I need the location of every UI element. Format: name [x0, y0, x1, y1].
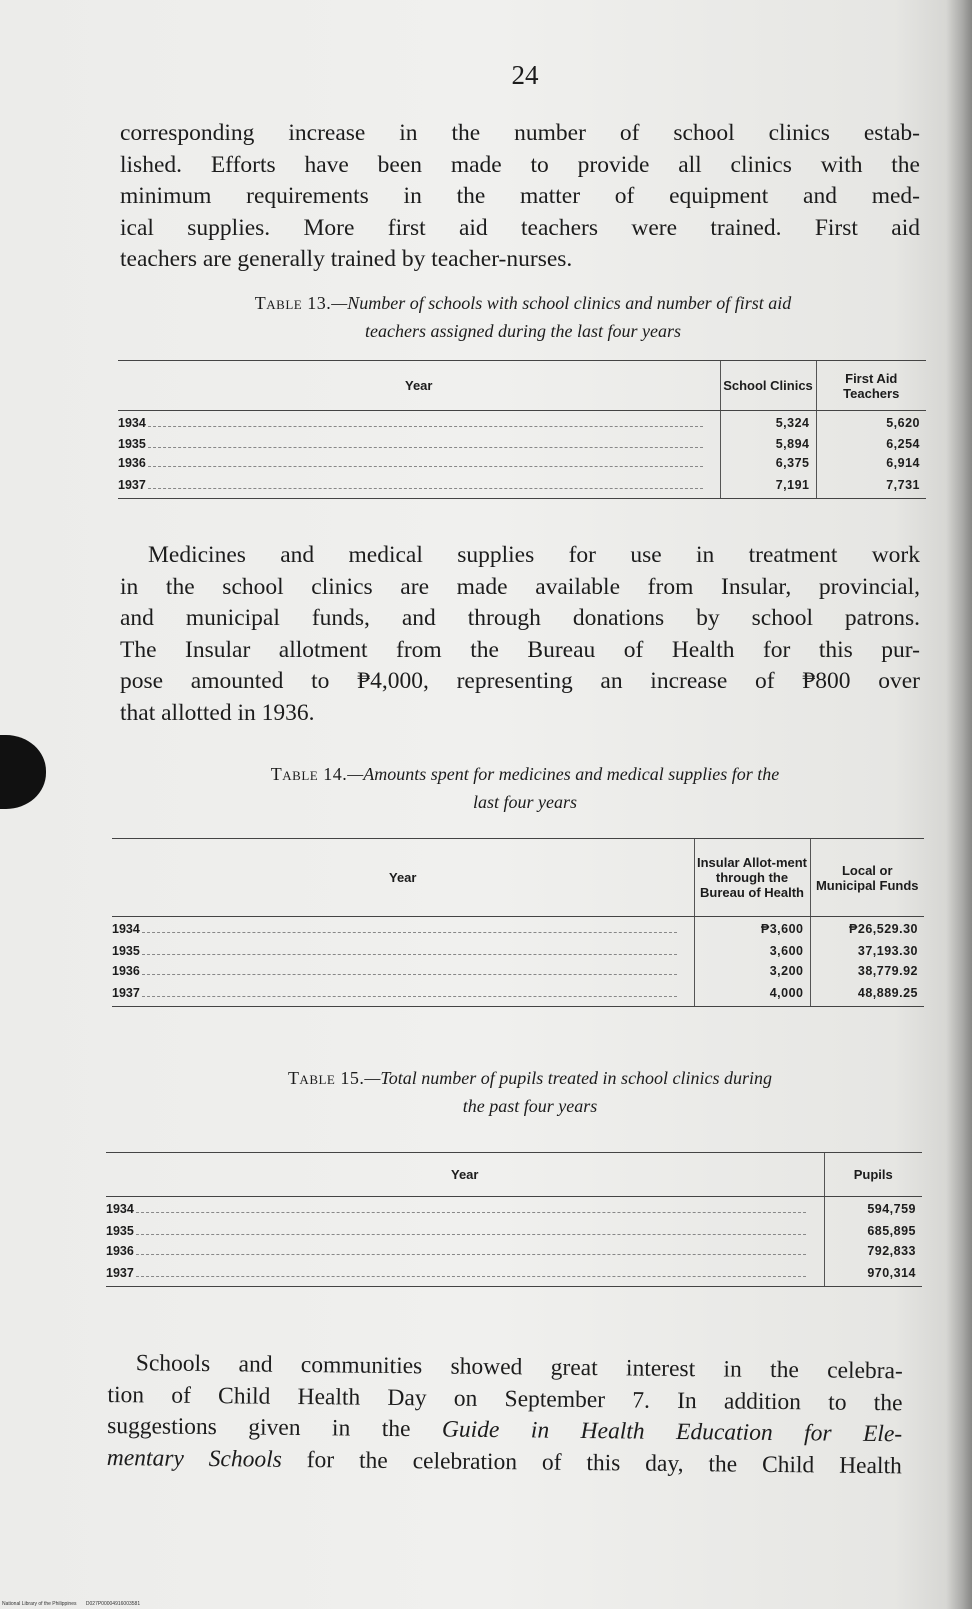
table-row — [106, 1261, 922, 1287]
paragraph-3-text: for the celebration of this day, the Child Health — [281, 1446, 902, 1479]
page-edge-shadow — [946, 0, 972, 1609]
paragraph-3-italic-title: Guide in Health Education for Ele- — [441, 1416, 903, 1448]
table-14-cell-local: 48,889.25 — [810, 981, 924, 1007]
table-15-cell-year: 1937 — [106, 1261, 824, 1287]
scan-footer — [2, 1601, 140, 1607]
table-row — [106, 1241, 922, 1261]
table-15-cell-year: 1936 — [106, 1241, 824, 1261]
table-14-caption-line-2: last four years — [472, 792, 577, 812]
table-14-cell-local: 37,193.30 — [810, 941, 924, 961]
table-15-cell-pupils: 970,314 — [824, 1261, 922, 1287]
table-14-label: Table 14. — [270, 764, 348, 784]
table-15-caption-line-2: the past four years — [462, 1096, 598, 1116]
table-13-cell-clinics: 5,894 — [720, 435, 816, 454]
table-14-cell-year: 1937 — [112, 981, 694, 1007]
paragraph-1-line: teachers are generally trained by teacher-nurses. — [120, 246, 573, 272]
table-row — [106, 1197, 922, 1221]
table-14-header-year: Year — [112, 839, 694, 917]
table-15-header-year: Year — [106, 1153, 824, 1197]
table-14-cell-year: 1935 — [112, 941, 694, 961]
table-13-cell-clinics: 6,375 — [720, 454, 816, 473]
table-14-header-local: Local or Municipal Funds — [810, 839, 924, 917]
table-13-cell-year: 1935 — [118, 435, 720, 454]
table-13-cell-year: 1937 — [118, 473, 720, 499]
table-14-header-insular: Insular Allot-ment through the Bureau of Health — [694, 839, 810, 917]
table-13-cell-teachers: 7,731 — [816, 473, 926, 499]
paragraph-3-text: suggestions given in the — [107, 1412, 443, 1443]
paragraph-2-line: pose amounted to ₱4,000, representing an increase of ₱800 over — [120, 668, 920, 694]
table-15-cell-pupils: 685,895 — [824, 1221, 922, 1241]
table-13-cell-year: 1934 — [118, 411, 720, 435]
paragraph-1-line: ical supplies. More first aid teachers were trained. First aid — [120, 214, 920, 241]
paragraph-1-line: lished. Efforts have been made to provide all clinics with the — [120, 151, 920, 178]
table-row — [118, 435, 926, 454]
paragraph-3-italic-title: mentary Schools — [106, 1444, 282, 1473]
table-15-cell-year: 1934 — [106, 1197, 824, 1221]
table-13-header-year: Year — [118, 361, 720, 411]
footer-library: National Library of the Philippines — [2, 1601, 77, 1607]
table-15-cell-pupils: 594,759 — [824, 1197, 922, 1221]
paragraph-3-text: Schools and communities showed great interest in the celebra- — [135, 1350, 903, 1385]
table-15-header-pupils: Pupils — [824, 1153, 922, 1197]
table-14-cell-local: ₱26,529.30 — [810, 917, 924, 941]
table-13-caption-line-1: —Number of schools with school clinics and number of first aid — [331, 293, 792, 313]
table-13-header-teachers: First Aid Teachers — [816, 361, 926, 411]
paragraph-2-line: and municipal funds, and through donations by school patrons. — [120, 605, 920, 631]
paragraph-3-text: tion of Child Health Day on September 7. In addition to the — [107, 1381, 903, 1416]
table-13-cell-clinics: 5,324 — [720, 411, 816, 435]
table-14-cell-year: 1936 — [112, 961, 694, 981]
scan-blot — [0, 735, 46, 809]
table-13-cell-teachers: 5,620 — [816, 411, 926, 435]
table-14-cell-local: 38,779.92 — [810, 961, 924, 981]
paragraph-2-line: that allotted in 1936. — [120, 699, 315, 726]
table-13-cell-teachers: 6,914 — [816, 454, 926, 473]
table-15-label: Table 15. — [287, 1068, 365, 1088]
paragraph-1-line: minimum requirements in the matter of equipment and med- — [120, 183, 920, 209]
table-row — [106, 1221, 922, 1241]
table-14-cell-insular: 3,200 — [694, 961, 810, 981]
table-15-cell-pupils: 792,833 — [824, 1241, 922, 1261]
table-row — [118, 411, 926, 435]
table-14-cell-insular: ₱3,600 — [694, 917, 810, 941]
paragraph-2 — [120, 540, 920, 729]
table-14-caption — [130, 760, 920, 816]
table-15-caption-line-1: —Total number of pupils treated in school clinics during — [364, 1068, 773, 1088]
table-13-label: Table 13. — [254, 293, 332, 313]
table-13-cell-clinics: 7,191 — [720, 473, 816, 499]
table-row — [112, 961, 924, 981]
table-row — [118, 454, 926, 473]
table-13-caption-line-2: teachers assigned during the last four years — [365, 321, 681, 341]
paragraph-1-line: corresponding increase in the number of school clinics estab- — [120, 120, 920, 146]
table-14-caption-line-1: —Amounts spent for medicines and medical supplies for the — [347, 764, 780, 784]
table-13-cell-teachers: 6,254 — [816, 435, 926, 454]
table-14-cell-insular: 3,600 — [694, 941, 810, 961]
table-row — [118, 473, 926, 499]
table-13-cell-year: 1936 — [118, 454, 720, 473]
table-15 — [106, 1152, 922, 1287]
footer-code: D027P00004916003581 — [85, 1601, 141, 1607]
paragraph-2-line: Medicines and medical supplies for use in treatment work — [148, 542, 920, 568]
table-row — [112, 917, 924, 941]
table-row — [112, 981, 924, 1007]
table-15-caption — [140, 1064, 920, 1120]
table-15-cell-year: 1935 — [106, 1221, 824, 1241]
table-14 — [112, 838, 924, 1007]
paragraph-2-line: in the school clinics are made available from Insular, provincial, — [120, 573, 920, 600]
table-13-header-clinics: School Clinics — [720, 361, 816, 411]
table-14-cell-insular: 4,000 — [694, 981, 810, 1007]
paragraph-3 — [107, 1348, 903, 1482]
paragraph-1 — [120, 118, 920, 276]
table-13-caption — [118, 289, 928, 345]
page-number: 24 — [511, 60, 539, 90]
paragraph-2-line: The Insular allotment from the Bureau of Health for this pur- — [120, 636, 920, 663]
table-14-cell-year: 1934 — [112, 917, 694, 941]
table-13 — [118, 360, 926, 499]
table-row — [112, 941, 924, 961]
